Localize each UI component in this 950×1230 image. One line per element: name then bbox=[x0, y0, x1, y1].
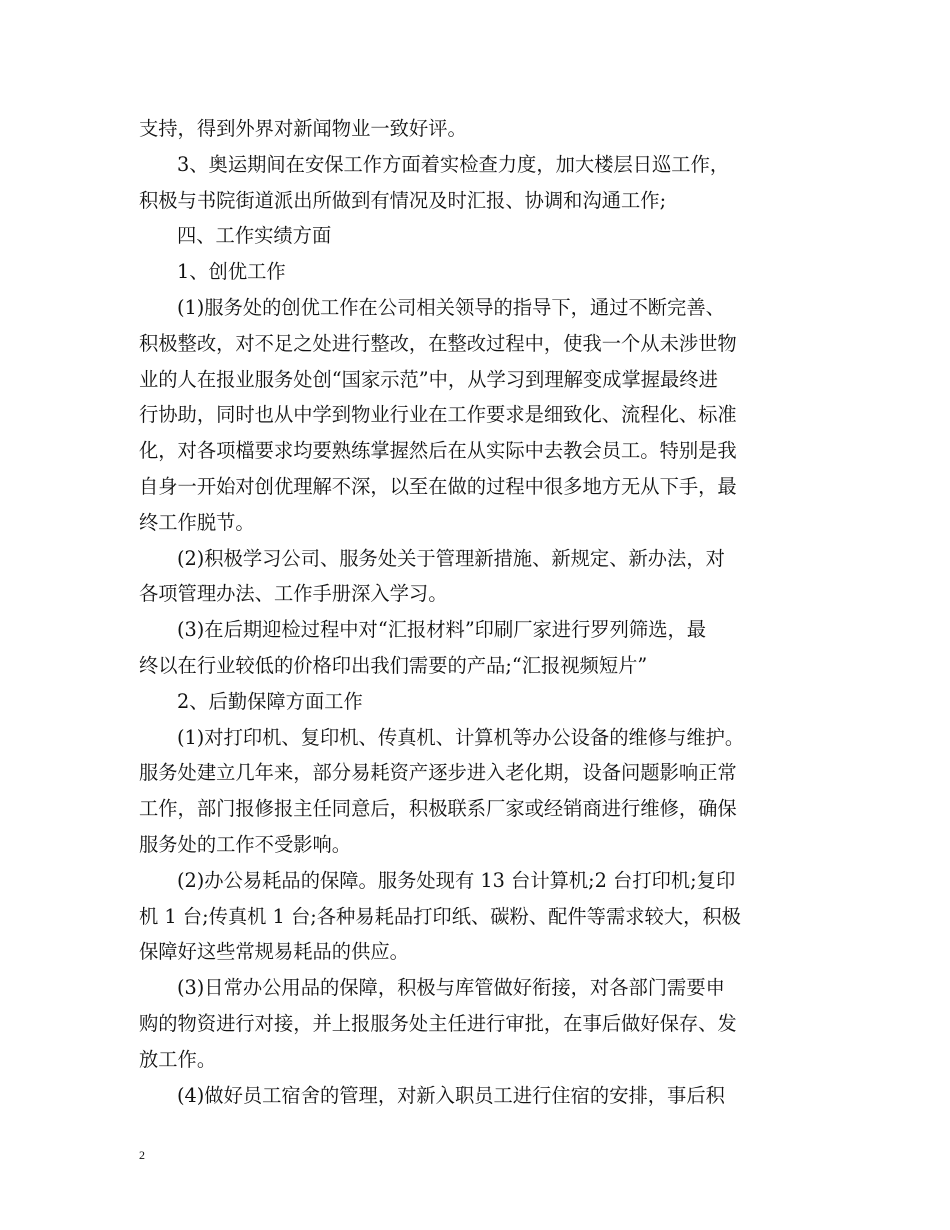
text-line: (4)做好员工宿舍的管理，对新入职员工进行住宿的安排，事后积 bbox=[177, 1083, 725, 1107]
text-line: 保障好这些常规易耗品的供应。 bbox=[139, 940, 409, 964]
text-line: (1)服务处的创优工作在公司相关领导的指导下，通过不断完善、 bbox=[177, 295, 725, 319]
text-line: (2)办公易耗品的保障。服务处现有 13 台计算机;2 台打印机;复印 bbox=[177, 868, 736, 892]
text-line: 3、奥运期间在安保工作方面着实检查力度，加大楼层日巡工作， bbox=[177, 152, 730, 176]
document-body bbox=[139, 111, 819, 1113]
page-number: 2 bbox=[139, 1148, 145, 1162]
subsection-heading: 2、后勤保障方面工作 bbox=[177, 689, 363, 713]
text-line: (3)在后期迎检过程中对“汇报材料”印刷厂家进行罗列筛选，最 bbox=[177, 618, 707, 642]
text-line: 终以在行业较低的价格印出我们需要的产品;“汇报视频短片” bbox=[139, 653, 648, 677]
text-line: 积极整改，对不足之处进行整改，在整改过程中，使我一个从未涉世物 bbox=[139, 331, 737, 355]
text-line: 服务处的工作不受影响。 bbox=[139, 832, 352, 856]
text-line: 服务处建立几年来，部分易耗资产逐步进入老化期，设备问题影响正常 bbox=[139, 761, 737, 785]
text-line: 各项管理办法、工作手册深入学习。 bbox=[139, 582, 448, 606]
text-line: (3)日常办公用品的保障，积极与库管做好衔接，对各部门需要申 bbox=[177, 976, 725, 1000]
text-line: 业的人在报业服务处创“国家示范”中，从学习到理解变成掌握最终进 bbox=[139, 367, 718, 391]
text-line: 行协助，同时也从中学到物业行业在工作要求是细致化、流程化、标准 bbox=[139, 403, 737, 427]
text-line: 支持，得到外界对新闻物业一致好评。 bbox=[139, 117, 467, 140]
text-line: 终工作脱节。 bbox=[139, 510, 255, 534]
text-line: 化，对各项檔要求均要熟练掌握然后在从实际中去教会员工。特别是我 bbox=[139, 439, 737, 463]
text-line: 积极与书院街道派出所做到有情况及时汇报、协调和沟通工作; bbox=[139, 188, 667, 212]
text-line: 机 1 台;传真机 1 台;各种易耗品打印纸、碳粉、配件等需求较大，积极 bbox=[139, 904, 741, 928]
text-line: 自身一开始对创优理解不深，以至在做的过程中很多地方无从下手，最 bbox=[139, 474, 737, 498]
text-line: 工作，部门报修报主任同意后，积极联系厂家或经销商进行维修，确保 bbox=[139, 797, 737, 821]
section-heading: 四、工作实绩方面 bbox=[177, 224, 332, 248]
subsection-heading: 1、创优工作 bbox=[177, 260, 286, 284]
text-line: 放工作。 bbox=[139, 1047, 217, 1071]
text-line: (2)积极学习公司、服务处关于管理新措施、新规定、新办法，对 bbox=[177, 546, 725, 570]
text-line: 购的物资进行对接，并上报服务处主任进行审批，在事后做好保存、发 bbox=[139, 1011, 737, 1035]
text-line: (1)对打印机、复印机、传真机、计算机等办公设备的维修与维护。 bbox=[177, 725, 745, 749]
